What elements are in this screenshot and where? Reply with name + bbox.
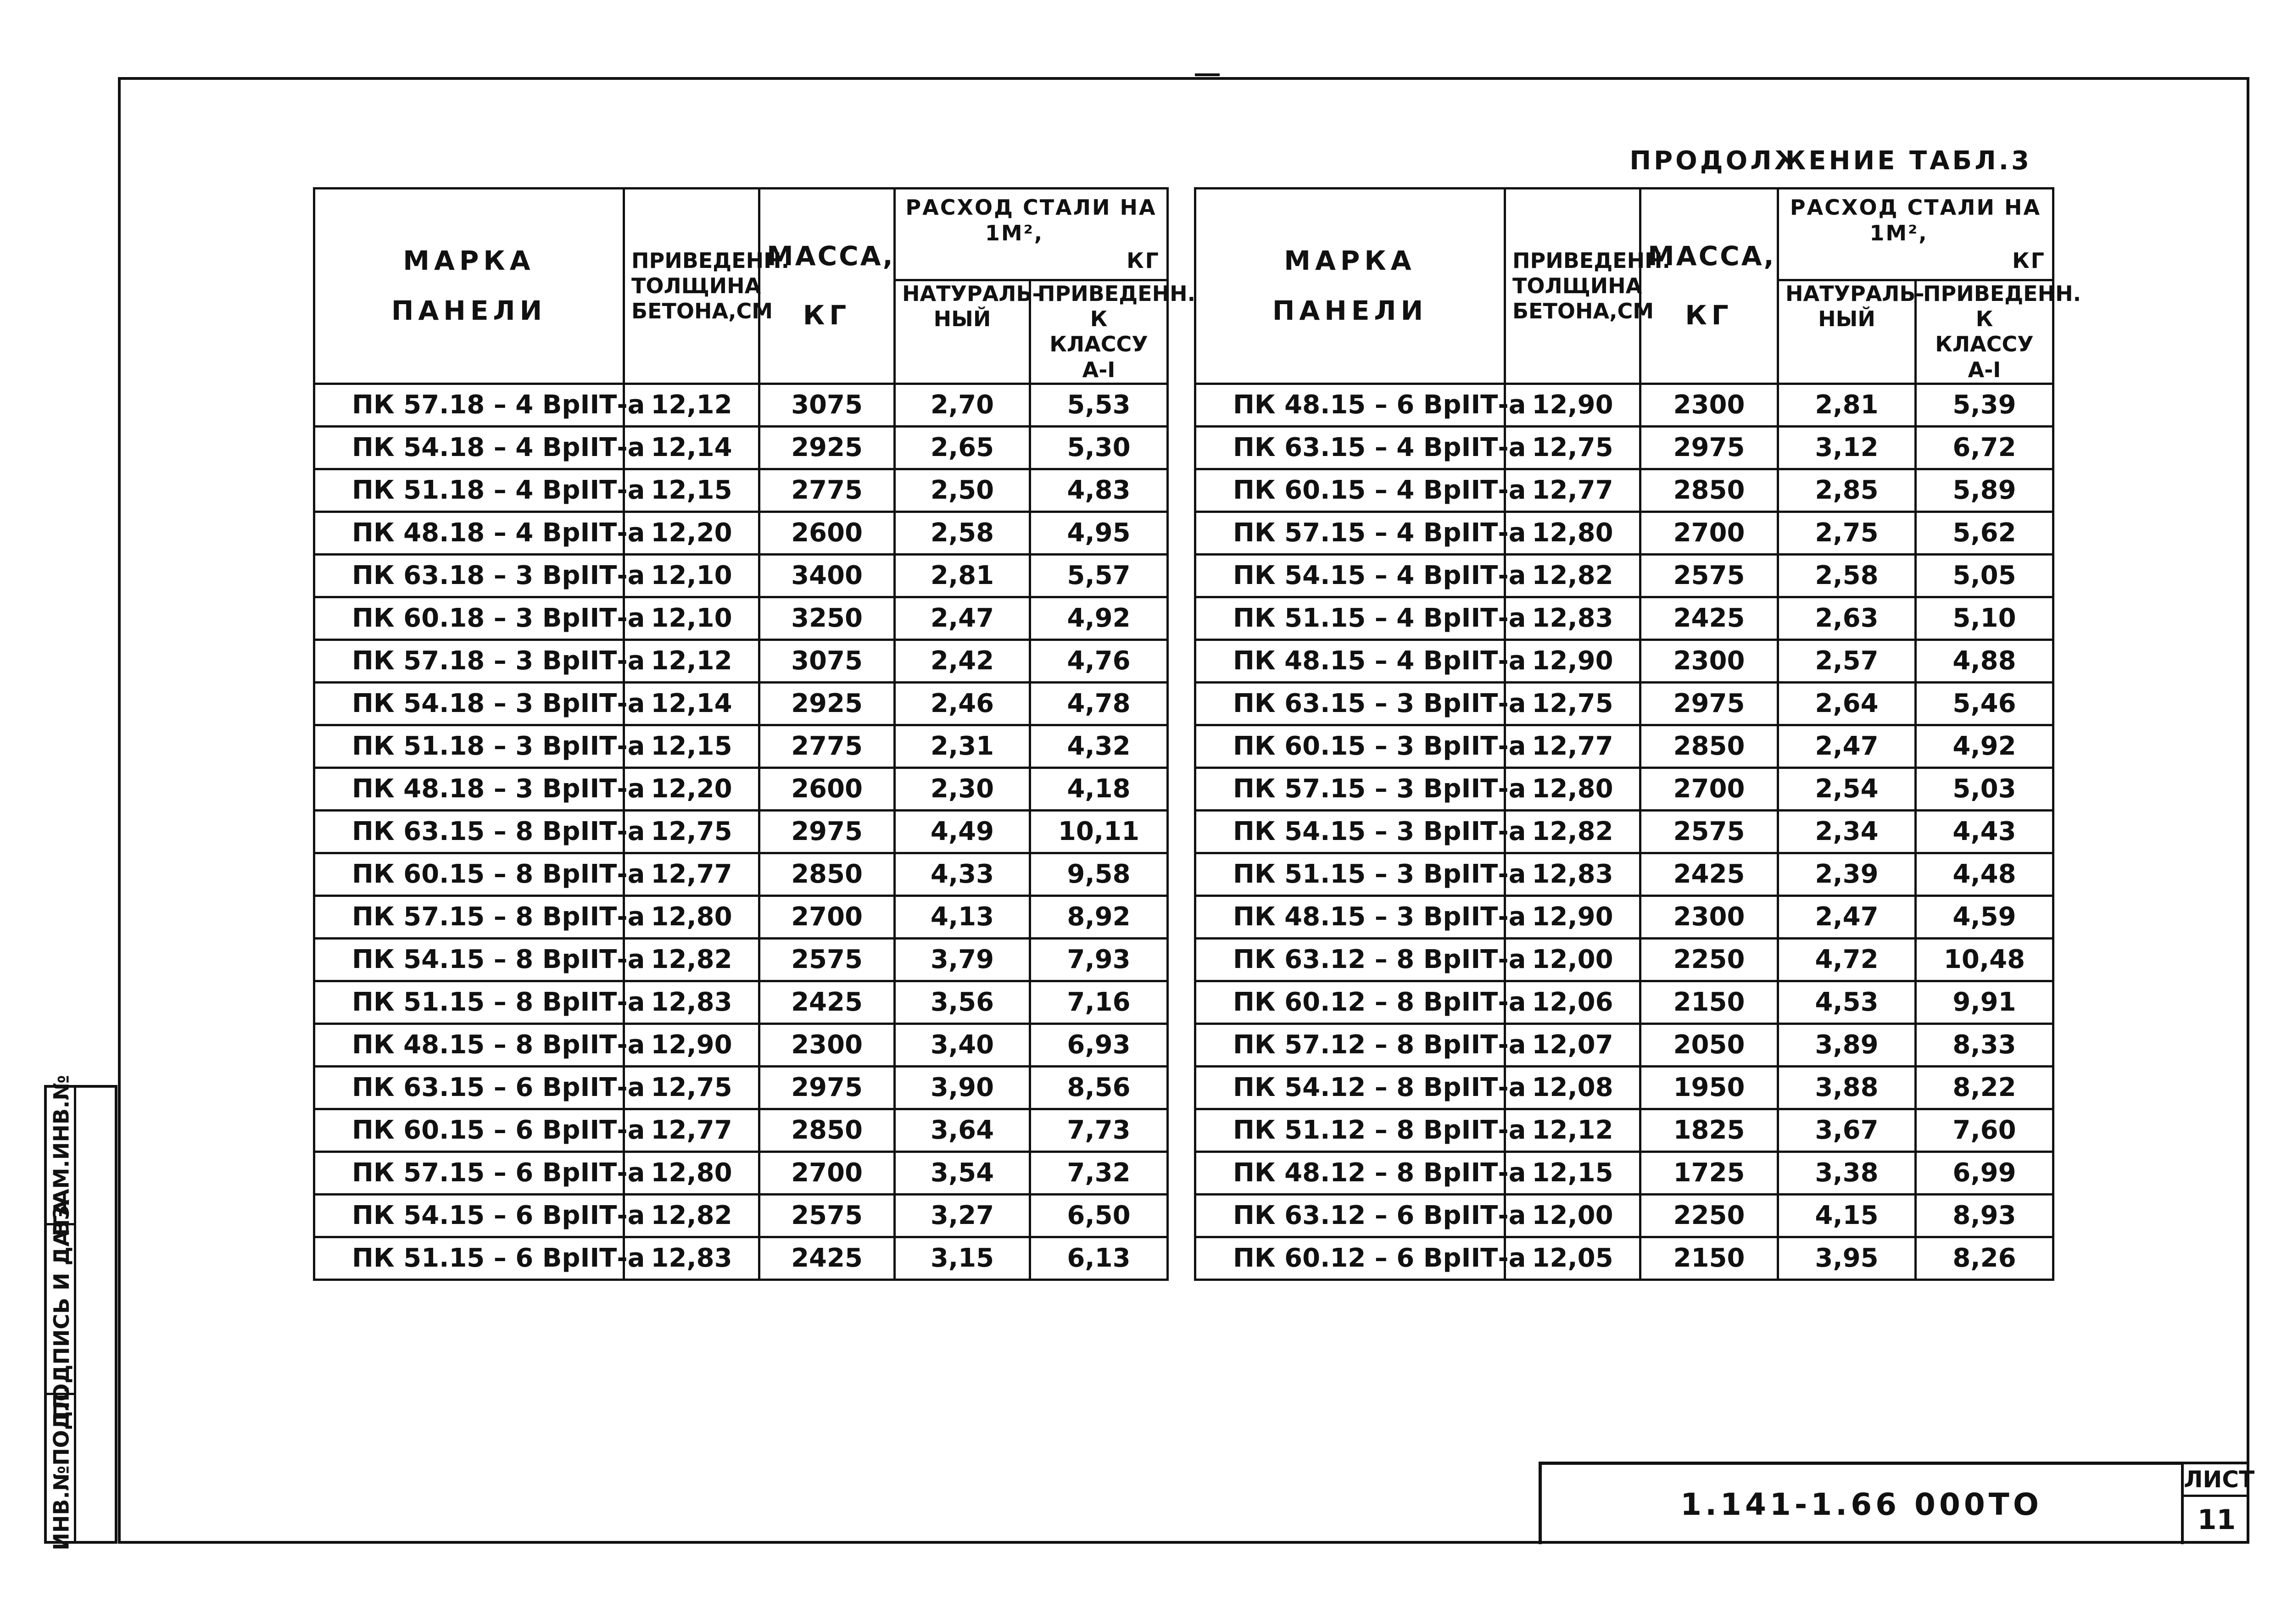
cell-natural: 4,33 xyxy=(895,853,1030,895)
cell-mark: ПК 63.18 – 3 ВрIIТ-а xyxy=(314,554,624,597)
cell-reduced: 5,62 xyxy=(1916,512,2053,554)
cell-natural: 3,27 xyxy=(895,1194,1030,1237)
cell-thickness: 12,80 xyxy=(624,895,759,938)
table-row xyxy=(1195,1151,2053,1194)
cell-natural: 2,39 xyxy=(1778,853,1916,895)
cell-mark: ПК 54.12 – 8 ВрIIТ-а xyxy=(1195,1066,1505,1109)
table-row xyxy=(314,938,1168,981)
cell-mark: ПК 54.15 – 8 ВрIIТ-а xyxy=(314,938,624,981)
table-row xyxy=(1195,768,2053,810)
cell-mass: 2575 xyxy=(759,938,895,981)
table-row xyxy=(1195,895,2053,938)
cell-reduced: 6,72 xyxy=(1916,426,2053,469)
cell-thickness: 12,00 xyxy=(1505,1194,1640,1237)
cell-mark: ПК 63.12 – 6 ВрIIТ-а xyxy=(1195,1194,1505,1237)
table-row xyxy=(1195,1109,2053,1151)
header-steel xyxy=(895,189,1168,280)
cell-reduced: 6,99 xyxy=(1916,1151,2053,1194)
cell-mark: ПК 57.15 – 6 ВрIIТ-а xyxy=(314,1151,624,1194)
cell-thickness: 12,80 xyxy=(1505,512,1640,554)
header-natural: НАТУРАЛЬ-НЫЙ xyxy=(1778,280,1916,384)
sheet-number: 11 xyxy=(2197,1504,2236,1536)
header-reduced: ПРИВЕДЕНН. К КЛАССУ А-I xyxy=(1030,280,1168,384)
cell-reduced: 8,33 xyxy=(1916,1023,2053,1066)
cell-mass: 2775 xyxy=(759,469,895,512)
cell-thickness: 12,75 xyxy=(1505,682,1640,725)
cell-mark: ПК 60.12 – 8 ВрIIТ-а xyxy=(1195,981,1505,1023)
cell-mass: 2575 xyxy=(1640,554,1778,597)
side-label-podpis: ПОДПИСЬ И ДАТА xyxy=(49,1199,74,1419)
cell-mass: 2300 xyxy=(759,1023,895,1066)
cell-reduced: 8,22 xyxy=(1916,1066,2053,1109)
header-natural: НАТУРАЛЬ-НЫЙ xyxy=(895,280,1030,384)
cell-reduced: 8,56 xyxy=(1030,1066,1168,1109)
cell-reduced: 10,11 xyxy=(1030,810,1168,853)
cell-thickness: 12,15 xyxy=(624,469,759,512)
cell-mark: ПК 51.18 – 3 ВрIIТ-а xyxy=(314,725,624,768)
cell-natural: 2,46 xyxy=(895,682,1030,725)
table-row xyxy=(1195,512,2053,554)
cell-mass: 2600 xyxy=(759,512,895,554)
table-row xyxy=(1195,725,2053,768)
cell-mark: ПК 54.15 – 4 ВрIIТ-а xyxy=(1195,554,1505,597)
cell-mark: ПК 60.15 – 6 ВрIIТ-а xyxy=(314,1109,624,1151)
cell-mass: 3075 xyxy=(759,384,895,426)
cell-mark: ПК 57.18 – 4 ВрIIТ-а xyxy=(314,384,624,426)
cell-mark: ПК 51.15 – 4 ВрIIТ-а xyxy=(1195,597,1505,640)
cell-thickness: 12,77 xyxy=(624,853,759,895)
table-row xyxy=(314,384,1168,426)
cell-mass: 2975 xyxy=(1640,426,1778,469)
cell-mass: 3250 xyxy=(759,597,895,640)
table-row xyxy=(314,1066,1168,1109)
cell-mass: 2300 xyxy=(1640,384,1778,426)
cell-reduced: 4,76 xyxy=(1030,640,1168,682)
cell-thickness: 12,12 xyxy=(624,384,759,426)
header-steel-unit: КГ xyxy=(2012,248,2046,273)
cell-thickness: 12,06 xyxy=(1505,981,1640,1023)
cell-mark: ПК 63.15 – 3 ВрIIТ-а xyxy=(1195,682,1505,725)
right-table xyxy=(1194,187,2081,1281)
cell-mass: 2775 xyxy=(759,725,895,768)
cell-reduced: 7,32 xyxy=(1030,1151,1168,1194)
cell-reduced: 5,03 xyxy=(1916,768,2053,810)
cell-natural: 3,90 xyxy=(895,1066,1030,1109)
cell-thickness: 12,12 xyxy=(1505,1109,1640,1151)
cell-thickness: 12,90 xyxy=(1505,640,1640,682)
cell-natural: 2,31 xyxy=(895,725,1030,768)
header-mass-unit: КГ xyxy=(1685,300,1733,331)
cell-thickness: 12,00 xyxy=(1505,938,1640,981)
cell-reduced: 7,60 xyxy=(1916,1109,2053,1151)
table-row xyxy=(1195,981,2053,1023)
header-steel-label: РАСХОД СТАЛИ НА 1М², xyxy=(1790,195,2042,245)
cell-mass: 2300 xyxy=(1640,640,1778,682)
cell-mark: ПК 51.12 – 8 ВрIIТ-а xyxy=(1195,1109,1505,1151)
cell-natural: 2,65 xyxy=(895,426,1030,469)
cell-mass: 2250 xyxy=(1640,938,1778,981)
cell-natural: 4,49 xyxy=(895,810,1030,853)
cell-thickness: 12,20 xyxy=(624,768,759,810)
table-row xyxy=(314,725,1168,768)
cell-mark: ПК 57.15 – 8 ВрIIТ-а xyxy=(314,895,624,938)
cell-thickness: 12,12 xyxy=(624,640,759,682)
cell-mark: ПК 48.18 – 3 ВрIIТ-а xyxy=(314,768,624,810)
cell-reduced: 4,48 xyxy=(1916,853,2053,895)
cell-thickness: 12,80 xyxy=(1505,768,1640,810)
cell-thickness: 12,75 xyxy=(1505,426,1640,469)
side-cell-inv xyxy=(47,1385,76,1551)
cell-reduced: 10,48 xyxy=(1916,938,2053,981)
cell-mass: 3400 xyxy=(759,554,895,597)
cell-reduced: 7,73 xyxy=(1030,1109,1168,1151)
cell-mass: 2425 xyxy=(759,981,895,1023)
cell-natural: 2,58 xyxy=(1778,554,1916,597)
cell-mark: ПК 48.15 – 4 ВрIIТ-а xyxy=(1195,640,1505,682)
right-table-body xyxy=(1195,384,2053,1279)
header-mark-line2: ПАНЕЛИ xyxy=(391,295,547,327)
cell-mark: ПК 54.18 – 4 ВрIIТ-а xyxy=(314,426,624,469)
cell-natural: 3,79 xyxy=(895,938,1030,981)
table-row xyxy=(314,1194,1168,1237)
cell-natural: 3,40 xyxy=(895,1023,1030,1066)
cell-reduced: 6,93 xyxy=(1030,1023,1168,1066)
cell-mass: 2425 xyxy=(1640,597,1778,640)
cell-mark: ПК 57.18 – 3 ВрIIТ-а xyxy=(314,640,624,682)
cell-thickness: 12,10 xyxy=(624,597,759,640)
table-row xyxy=(314,554,1168,597)
table-row xyxy=(1195,597,2053,640)
cell-thickness: 12,20 xyxy=(624,512,759,554)
table-row xyxy=(314,768,1168,810)
header-thickness: ПРИВЕДЕНН. ТОЛЩИНА БЕТОНА,СМ xyxy=(1505,189,1640,384)
cell-reduced: 4,32 xyxy=(1030,725,1168,768)
cell-mark: ПК 60.15 – 4 ВрIIТ-а xyxy=(1195,469,1505,512)
cell-reduced: 4,59 xyxy=(1916,895,2053,938)
cell-natural: 2,47 xyxy=(1778,725,1916,768)
cell-mass: 2700 xyxy=(759,1151,895,1194)
cell-mass: 2850 xyxy=(1640,469,1778,512)
cell-mark: ПК 48.12 – 8 ВрIIТ-а xyxy=(1195,1151,1505,1194)
table-row xyxy=(1195,554,2053,597)
table-row xyxy=(1195,426,2053,469)
table-row xyxy=(1195,938,2053,981)
cell-mass: 2425 xyxy=(1640,853,1778,895)
cell-thickness: 12,77 xyxy=(1505,725,1640,768)
table-row xyxy=(1195,640,2053,682)
cell-thickness: 12,83 xyxy=(1505,853,1640,895)
cell-thickness: 12,77 xyxy=(1505,469,1640,512)
table-row xyxy=(314,640,1168,682)
cell-reduced: 5,53 xyxy=(1030,384,1168,426)
cell-natural: 2,63 xyxy=(1778,597,1916,640)
cell-mass: 2250 xyxy=(1640,1194,1778,1237)
cell-thickness: 12,82 xyxy=(1505,554,1640,597)
table-row xyxy=(1195,1023,2053,1066)
cell-natural: 2,30 xyxy=(895,768,1030,810)
cell-reduced: 5,57 xyxy=(1030,554,1168,597)
table-row xyxy=(1195,384,2053,426)
cell-thickness: 12,90 xyxy=(624,1023,759,1066)
table-row xyxy=(314,426,1168,469)
cell-mass: 2150 xyxy=(1640,1237,1778,1279)
cell-mark: ПК 48.15 – 6 ВрIIТ-а xyxy=(1195,384,1505,426)
cell-natural: 2,58 xyxy=(895,512,1030,554)
cell-natural: 2,54 xyxy=(1778,768,1916,810)
table-row xyxy=(314,682,1168,725)
cell-mass: 2850 xyxy=(759,853,895,895)
cell-mark: ПК 54.15 – 6 ВрIIТ-а xyxy=(314,1194,624,1237)
cell-reduced: 7,93 xyxy=(1030,938,1168,981)
table-row xyxy=(314,1109,1168,1151)
cell-reduced: 8,92 xyxy=(1030,895,1168,938)
header-mass xyxy=(759,189,895,384)
cell-reduced: 5,46 xyxy=(1916,682,2053,725)
cell-natural: 4,15 xyxy=(1778,1194,1916,1237)
header-mark xyxy=(1195,189,1505,384)
cell-natural: 4,53 xyxy=(1778,981,1916,1023)
cell-mass: 2700 xyxy=(1640,512,1778,554)
cell-natural: 2,64 xyxy=(1778,682,1916,725)
header-mass xyxy=(1640,189,1778,384)
cell-mass: 2700 xyxy=(759,895,895,938)
table-row xyxy=(314,597,1168,640)
cell-mark: ПК 51.15 – 8 ВрIIТ-а xyxy=(314,981,624,1023)
header-steel-label: РАСХОД СТАЛИ НА 1М², xyxy=(905,195,1157,245)
cell-thickness: 12,14 xyxy=(624,682,759,725)
cell-natural: 2,85 xyxy=(1778,469,1916,512)
cell-mass: 2425 xyxy=(759,1237,895,1279)
cell-thickness: 12,77 xyxy=(624,1109,759,1151)
table-row xyxy=(1195,810,2053,853)
cell-natural: 3,67 xyxy=(1778,1109,1916,1151)
cell-mark: ПК 63.15 – 8 ВрIIТ-а xyxy=(314,810,624,853)
cell-reduced: 5,05 xyxy=(1916,554,2053,597)
table-row xyxy=(314,1237,1168,1279)
cell-reduced: 4,88 xyxy=(1916,640,2053,682)
cell-reduced: 4,92 xyxy=(1916,725,2053,768)
cell-natural: 3,56 xyxy=(895,981,1030,1023)
cell-reduced: 5,30 xyxy=(1030,426,1168,469)
cell-natural: 3,38 xyxy=(1778,1151,1916,1194)
cell-mass: 2150 xyxy=(1640,981,1778,1023)
header-mark xyxy=(314,189,624,384)
cell-thickness: 12,75 xyxy=(624,1066,759,1109)
cell-thickness: 12,82 xyxy=(624,938,759,981)
cell-reduced: 8,93 xyxy=(1916,1194,2053,1237)
cell-natural: 2,81 xyxy=(895,554,1030,597)
table-row xyxy=(314,469,1168,512)
table-row xyxy=(314,895,1168,938)
table-row xyxy=(314,853,1168,895)
cell-mark: ПК 60.15 – 3 ВрIIТ-а xyxy=(1195,725,1505,768)
table-row xyxy=(314,512,1168,554)
cell-mass: 2850 xyxy=(759,1109,895,1151)
cell-natural: 2,70 xyxy=(895,384,1030,426)
cell-mass: 2975 xyxy=(759,1066,895,1109)
side-stamp xyxy=(44,1074,117,1551)
cell-mark: ПК 51.18 – 4 ВрIIТ-а xyxy=(314,469,624,512)
cell-thickness: 12,08 xyxy=(1505,1066,1640,1109)
table-row xyxy=(314,1023,1168,1066)
cell-thickness: 12,90 xyxy=(1505,895,1640,938)
cell-mass: 2975 xyxy=(1640,682,1778,725)
header-reduced: ПРИВЕДЕНН. К КЛАССУ А-I xyxy=(1916,280,2053,384)
table-row xyxy=(1195,1237,2053,1279)
cell-reduced: 6,13 xyxy=(1030,1237,1168,1279)
cell-mark: ПК 63.12 – 8 ВрIIТ-а xyxy=(1195,938,1505,981)
cell-mass: 2925 xyxy=(759,682,895,725)
cell-thickness: 12,15 xyxy=(1505,1151,1640,1194)
side-label-vzam: ВЗАМ.ИНВ.№ xyxy=(49,1074,74,1236)
cell-thickness: 12,10 xyxy=(624,554,759,597)
cell-thickness: 12,90 xyxy=(1505,384,1640,426)
cell-natural: 2,47 xyxy=(895,597,1030,640)
cell-mass: 2050 xyxy=(1640,1023,1778,1066)
header-mark-line2: ПАНЕЛИ xyxy=(1272,295,1428,327)
cell-reduced: 4,83 xyxy=(1030,469,1168,512)
table-row xyxy=(1195,682,2053,725)
table-row xyxy=(1195,469,2053,512)
cell-reduced: 4,95 xyxy=(1030,512,1168,554)
cell-natural: 3,89 xyxy=(1778,1023,1916,1066)
table-row xyxy=(1195,853,2053,895)
cell-natural: 2,81 xyxy=(1778,384,1916,426)
header-steel xyxy=(1778,189,2053,280)
cell-mass: 2575 xyxy=(759,1194,895,1237)
cell-natural: 3,64 xyxy=(895,1109,1030,1151)
cell-reduced: 9,58 xyxy=(1030,853,1168,895)
cell-mark: ПК 54.15 – 3 ВрIIТ-а xyxy=(1195,810,1505,853)
cell-mass: 2975 xyxy=(759,810,895,853)
cell-natural: 2,34 xyxy=(1778,810,1916,853)
cell-mass: 1825 xyxy=(1640,1109,1778,1151)
cell-reduced: 4,43 xyxy=(1916,810,2053,853)
left-table xyxy=(313,187,1196,1281)
cell-mass: 1950 xyxy=(1640,1066,1778,1109)
cell-natural: 3,88 xyxy=(1778,1066,1916,1109)
cell-mass: 2850 xyxy=(1640,725,1778,768)
cell-mark: ПК 54.18 – 3 ВрIIТ-а xyxy=(314,682,624,725)
cell-reduced: 4,18 xyxy=(1030,768,1168,810)
cell-natural: 2,47 xyxy=(1778,895,1916,938)
side-label-inv: ИНВ.№ПОДЛ. xyxy=(49,1385,74,1551)
cell-reduced: 5,89 xyxy=(1916,469,2053,512)
cell-mark: ПК 57.15 – 4 ВрIIТ-а xyxy=(1195,512,1505,554)
cell-mark: ПК 51.15 – 6 ВрIIТ-а xyxy=(314,1237,624,1279)
sheet-label: ЛИСТ xyxy=(2184,1464,2249,1497)
left-table-body xyxy=(314,384,1168,1279)
cell-natural: 2,75 xyxy=(1778,512,1916,554)
cell-mass: 3075 xyxy=(759,640,895,682)
cell-reduced: 4,92 xyxy=(1030,597,1168,640)
cell-mark: ПК 60.18 – 3 ВрIIТ-а xyxy=(314,597,624,640)
cell-mark: ПК 48.15 – 8 ВрIIТ-а xyxy=(314,1023,624,1066)
cell-thickness: 12,07 xyxy=(1505,1023,1640,1066)
cell-natural: 3,15 xyxy=(895,1237,1030,1279)
cell-reduced: 5,10 xyxy=(1916,597,2053,640)
cell-natural: 3,95 xyxy=(1778,1237,1916,1279)
cell-thickness: 12,83 xyxy=(624,981,759,1023)
cell-mark: ПК 51.15 – 3 ВрIIТ-а xyxy=(1195,853,1505,895)
cell-mass: 2925 xyxy=(759,426,895,469)
cell-thickness: 12,83 xyxy=(624,1237,759,1279)
cell-mark: ПК 63.15 – 6 ВрIIТ-а xyxy=(314,1066,624,1109)
cell-mark: ПК 60.12 – 6 ВрIIТ-а xyxy=(1195,1237,1505,1279)
table-caption: ПРОДОЛЖЕНИЕ ТАБЛ.3 xyxy=(1629,146,2032,176)
table-row xyxy=(314,810,1168,853)
cell-natural: 4,13 xyxy=(895,895,1030,938)
cell-thickness: 12,05 xyxy=(1505,1237,1640,1279)
cell-mass: 2700 xyxy=(1640,768,1778,810)
header-mass-label: МАССА, xyxy=(767,240,895,272)
header-mass-label: МАССА, xyxy=(1648,240,1776,272)
cell-thickness: 12,82 xyxy=(1505,810,1640,853)
cell-thickness: 12,15 xyxy=(624,725,759,768)
cell-reduced: 4,78 xyxy=(1030,682,1168,725)
header-thickness: ПРИВЕДЕНН. ТОЛЩИНА БЕТОНА,СМ xyxy=(624,189,759,384)
header-steel-unit: КГ xyxy=(1127,248,1160,273)
cell-mark: ПК 57.15 – 3 ВрIIТ-а xyxy=(1195,768,1505,810)
cell-natural: 2,50 xyxy=(895,469,1030,512)
cell-reduced: 8,26 xyxy=(1916,1237,2053,1279)
cell-thickness: 12,80 xyxy=(624,1151,759,1194)
sheet-box xyxy=(2181,1462,2255,1544)
cell-natural: 3,12 xyxy=(1778,426,1916,469)
cell-mass: 1725 xyxy=(1640,1151,1778,1194)
cell-natural: 3,54 xyxy=(895,1151,1030,1194)
cell-thickness: 12,82 xyxy=(624,1194,759,1237)
cell-thickness: 12,83 xyxy=(1505,597,1640,640)
cell-mass: 2300 xyxy=(1640,895,1778,938)
cell-natural: 2,57 xyxy=(1778,640,1916,682)
table-row xyxy=(314,1151,1168,1194)
table-row xyxy=(1195,1066,2053,1109)
cell-natural: 4,72 xyxy=(1778,938,1916,981)
cell-mass: 2575 xyxy=(1640,810,1778,853)
cell-reduced: 6,50 xyxy=(1030,1194,1168,1237)
cell-natural: 2,42 xyxy=(895,640,1030,682)
cell-mark: ПК 60.15 – 8 ВрIIТ-а xyxy=(314,853,624,895)
top-mark xyxy=(1195,73,1220,76)
header-mark-line1: МАРКА xyxy=(403,245,535,276)
cell-reduced: 5,39 xyxy=(1916,384,2053,426)
cell-reduced: 9,91 xyxy=(1916,981,2053,1023)
cell-mark: ПК 63.15 – 4 ВрIIТ-а xyxy=(1195,426,1505,469)
side-cell-podpis xyxy=(47,1199,76,1419)
header-mass-unit: КГ xyxy=(803,300,851,331)
cell-thickness: 12,75 xyxy=(624,810,759,853)
cell-reduced: 7,16 xyxy=(1030,981,1168,1023)
cell-mark: ПК 48.18 – 4 ВрIIТ-а xyxy=(314,512,624,554)
cell-mass: 2600 xyxy=(759,768,895,810)
cell-mark: ПК 48.15 – 3 ВрIIТ-а xyxy=(1195,895,1505,938)
table-row xyxy=(1195,1194,2053,1237)
cell-thickness: 12,14 xyxy=(624,426,759,469)
table-row xyxy=(314,981,1168,1023)
title-block-code: 1.141-1.66 000ТО xyxy=(1539,1462,2181,1544)
cell-mark: ПК 57.12 – 8 ВрIIТ-а xyxy=(1195,1023,1505,1066)
header-mark-line1: МАРКА xyxy=(1284,245,1416,276)
